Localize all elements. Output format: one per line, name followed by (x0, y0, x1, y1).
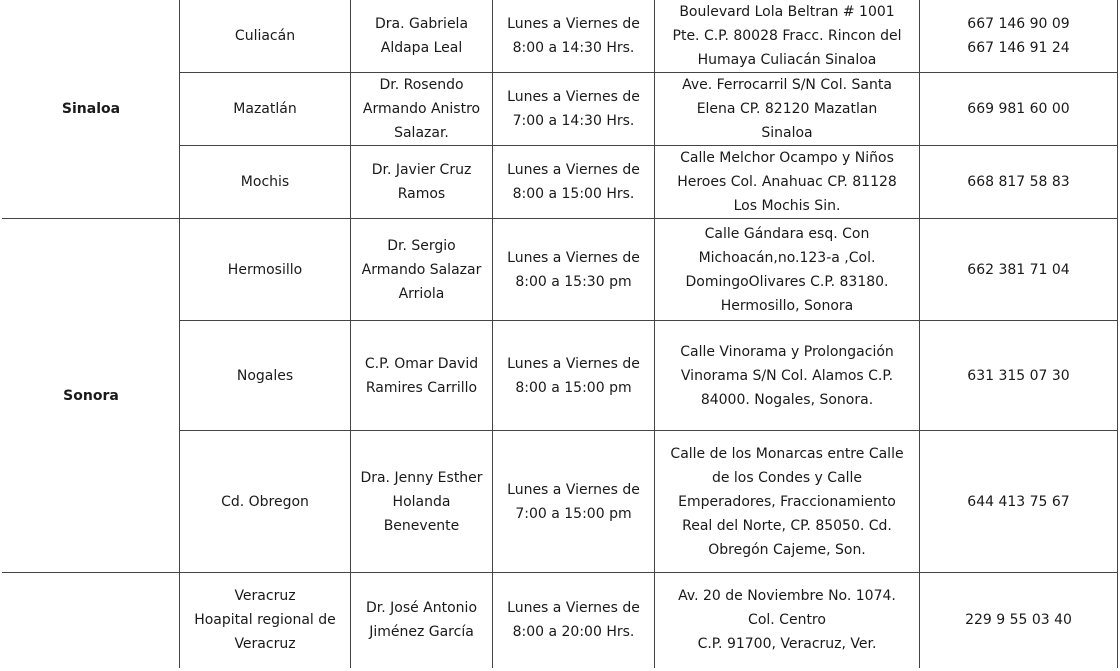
doctor-cell (351, 146, 493, 219)
state-cell (3, 0, 180, 219)
schedule-cell (493, 321, 655, 431)
doctor-name: C.P. Omar David Ramires Carrillo (364, 355, 479, 396)
table-row (3, 0, 1118, 73)
doctor-cell (351, 431, 493, 573)
schedule-text: Lunes a Viernes de 7:00 a 14:30 Hrs. (507, 89, 640, 129)
doctor-cell (351, 573, 493, 668)
doctor-cell (351, 321, 493, 431)
state-label: Sinaloa (61, 101, 121, 117)
doctor-name: Dr. Javier Cruz Ramos (371, 162, 472, 202)
phone-cell (920, 431, 1118, 573)
address-cell (655, 573, 920, 668)
doctor-name: Dra. Gabriela Aldapa Leal (374, 16, 469, 56)
table-row (3, 573, 1118, 668)
address-text: Calle Melchor Ocampo y Niños Heroes Col. Anahuac CP. 81128 Los Mochis Sin. (677, 150, 897, 214)
schedule-text: Lunes a Viernes de 8:00 a 15:30 pm (507, 249, 640, 290)
phone-text: 229 9 55 03 40 (965, 612, 1072, 629)
city-label: Nogales (236, 367, 294, 384)
address-cell (655, 321, 920, 431)
address-cell (655, 73, 920, 146)
schedule-cell (493, 219, 655, 321)
address-text: Calle Vinorama y Prolongación Vinorama S/N Col. Alamos C.P. 84000. Nogales, Sonora. (680, 343, 894, 408)
city-cell (180, 73, 351, 146)
city-cell (180, 0, 351, 73)
address-cell (655, 146, 920, 219)
doctor-cell (351, 73, 493, 146)
phone-text: 662 381 71 04 (967, 261, 1070, 278)
schedule-text: Lunes a Viernes de 7:00 a 15:00 pm (507, 481, 640, 522)
schedule-text: Lunes a Viernes de 8:00 a 15:00 Hrs. (507, 162, 640, 202)
phone-text: 644 413 75 67 (967, 493, 1070, 510)
doctor-name: Dr. Sergio Armando Salazar Arriola (361, 237, 482, 302)
address-text: Ave. Ferrocarril S/N Col. Santa Elena CP. 82120 Mazatlan Sinaloa (682, 77, 892, 141)
schedule-text: Lunes a Viernes de 8:00 a 15:00 pm (507, 355, 640, 396)
city-label: Mochis (240, 174, 290, 190)
doctor-name: Dr. Rosendo Armando Anistro Salazar. (362, 77, 481, 141)
schedule-text: Lunes a Viernes de 8:00 a 20:00 Hrs. (507, 600, 640, 641)
phone-text: 669 981 60 00 (967, 101, 1070, 117)
schedule-cell (493, 0, 655, 73)
city-label: Culiacán (234, 28, 296, 44)
doctor-cell (351, 219, 493, 321)
doctor-name: Dr. José Antonio Jiménez García (365, 600, 478, 641)
city-label: Hermosillo (227, 261, 303, 278)
state-cell (3, 573, 180, 668)
phone-cell (920, 219, 1118, 321)
city-cell (180, 431, 351, 573)
address-text: Calle de los Monarcas entre Calle de los Condes y Calle Emperadores, Fraccionamiento Real del Norte, CP. 85050. Cd. Obregón Cajeme, Son. (670, 445, 904, 558)
schedule-cell (493, 431, 655, 573)
schedule-cell (493, 573, 655, 668)
city-label: Veracruz Hoapital regional de Veracruz (194, 588, 336, 653)
state-label: Sonora (63, 387, 119, 404)
address-cell (655, 219, 920, 321)
address-cell (655, 431, 920, 573)
address-text: Av. 20 de Noviembre No. 1074. Col. Centro C.P. 91700, Veracruz, Ver. (678, 588, 896, 653)
address-text: Boulevard Lola Beltran # 1001 Pte. C.P. 80028 Fracc. Rincon del Humaya Culiacán Sinaloa (672, 4, 902, 68)
clinic-directory-table (2, 0, 1118, 668)
city-cell (180, 146, 351, 219)
phone-text: 631 315 07 30 (967, 367, 1070, 384)
schedule-text: Lunes a Viernes de 8:00 a 14:30 Hrs. (507, 16, 640, 56)
table-row (3, 219, 1118, 321)
city-cell (180, 321, 351, 431)
address-cell (655, 0, 920, 73)
phone-cell (920, 0, 1118, 73)
phone-text: 668 817 58 83 (967, 174, 1070, 190)
city-cell (180, 219, 351, 321)
phone-text: 667 146 90 09 667 146 91 24 (967, 16, 1070, 56)
phone-cell (920, 573, 1118, 668)
schedule-cell (493, 73, 655, 146)
city-label: Mazatlán (233, 101, 297, 117)
schedule-cell (493, 146, 655, 219)
city-label: Cd. Obregon (221, 493, 309, 510)
phone-cell (920, 73, 1118, 146)
phone-cell (920, 321, 1118, 431)
address-text: Calle Gándara esq. Con Michoacán,no.123-a ,Col. DomingoOlivares C.P. 83180. Hermosillo, Sonora (685, 225, 889, 314)
doctor-cell (351, 0, 493, 73)
phone-cell (920, 146, 1118, 219)
doctor-name: Dra. Jenny Esther Holanda Benevente (360, 469, 483, 534)
state-cell (3, 219, 180, 573)
city-cell (180, 573, 351, 668)
